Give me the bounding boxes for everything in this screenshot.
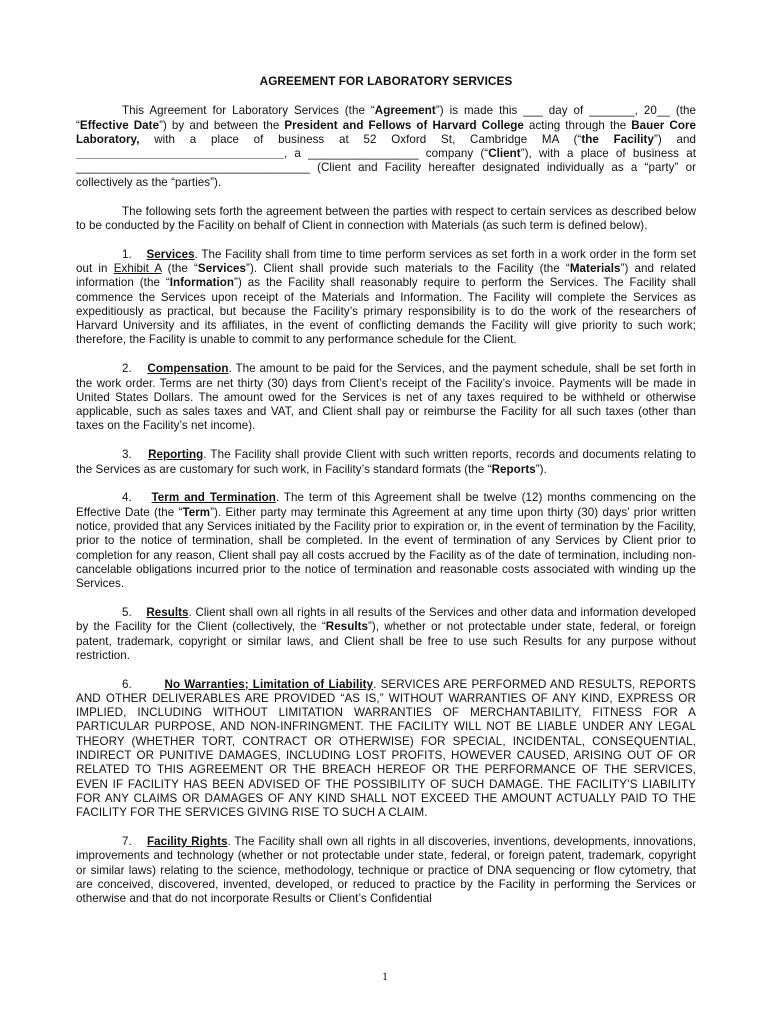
exhibit-a-link[interactable]: Exhibit A	[113, 261, 162, 275]
section-heading-facility-rights: Facility Rights	[147, 835, 228, 849]
defined-term-effective-date: Effective Date	[79, 118, 160, 132]
section-facility-rights	[76, 835, 696, 906]
section-warranties	[76, 678, 696, 821]
section-text: . SERVICES ARE PERFORMED AND RESULTS, REPORTS AND OTHER DELIVERABLES ARE PROVIDED “AS IS,” WITHOUT WARRANTIES OF ANY KIND, EXPRESS OR IMPLIED, INCLUDING WITHOUT LIMITATION WARRANTIES OF MERCHANTABILITY, FITNESS FOR A PARTICULAR PURPOSE, AND NON-INFRINGMENT. THE FACILITY WILL NOT BE LIABLE UNDER ANY LEGAL THEORY (WHETHER TORT, CONTRACT OR OTHERWISE) FOR SPECIAL, INCIDENTAL, CONSEQUENTIAL, INDIRECT OR PUNITIVE DAMAGES, INCLUDING LOST PROFITS, HOWEVER CAUSED, ARISING OUT OF OR RELATED TO THIS AGREEMENT OR THE BREACH HEREOF OR THE PERFORMANCE OF THE SERVICES, EVEN IF FACILITY HAS BEEN ADVISED OF THE POSSIBILITY OF SUCH DAMAGE. THE FACILITY’S LIABILITY FOR ANY CLAIMS OR DAMAGES OF ANY KIND SHALL NOT EXCEED THE AMOUNT ACTUALLY PAID TO THE FACILITY FOR THE SERVICES GIVING RISE TO SUCH A CLAIM.	[76, 677, 696, 820]
section-text: . The Facility shall own all rights in all discoveries, inventions, developments, innovations, improvements and technology (whether or not protectable under state, federal, or foreign patent, trademark, copyright or similar laws) relating to the science, methodology, technique or practice of DNA sequencing or flow cytometry, that are conceived, discovered, invented, developed, or reduced to practice by the Facility in performing the Services or otherwise and that do not incorporate Results or Client’s Confidential	[76, 835, 696, 906]
defined-term-term: Term	[182, 505, 211, 519]
section-text: ”).	[535, 462, 547, 476]
defined-term-information: Information	[169, 276, 235, 290]
section-number: 5.	[122, 605, 132, 619]
preamble-text: ”) and	[653, 132, 696, 146]
section-number: 3.	[122, 448, 132, 462]
section-term-termination	[76, 491, 696, 591]
section-text: . The term of this Agreement shall be twelve (12) months commencing on the Effective Date (the “	[76, 491, 696, 519]
section-text: . Client shall own all rights in all results of the Services and other data and information developed by the Facility for the Client (collectively, the “	[76, 605, 696, 634]
section-text: ”), whether or not protectable under state, federal, or foreign patent, trademark, copyright or similar laws, and Client shall be free to use such Results for any purpose without restriction.	[76, 620, 696, 662]
section-text: ”) as the Facility shall reasonably require to perform the Services. The Facility shall commence the Services upon receipt of the Materials and Information. The Facility will complete the Services as expeditiously as practical, but because the Facility’s primary responsibility is to do the work of the researchers of Harvard University and its affiliates, in the event of conflicting demands the Facility will give priority to such work; therefore, the Facility is unable to commit to any performance schedule for the Client.	[76, 276, 696, 347]
preamble-text: with a place of business at 52 Oxford St, Cambridge MA (“	[139, 132, 582, 146]
section-heading-results: Results	[146, 605, 189, 619]
section-heading-warranties: No Warranties; Limitation of Liability	[164, 677, 374, 691]
page-number: 1	[382, 969, 388, 983]
defined-term-client: Client	[488, 147, 521, 161]
section-compensation	[76, 362, 696, 433]
intro-paragraph: The following sets forth the agreement between the parties with respect to certain services as described below to be conducted by the Facility on behalf of Client in connection with Materials (as such term is defined below).	[76, 204, 696, 232]
defined-term-results: Results	[325, 620, 369, 634]
preamble-text: acting through the	[523, 118, 632, 132]
section-heading-compensation: Compensation	[147, 362, 229, 376]
defined-term-services: Services	[197, 261, 247, 275]
document-title: AGREEMENT FOR LABORATORY SERVICES	[259, 74, 513, 88]
preamble-text: This Agreement for Laboratory Services (the “	[122, 104, 375, 118]
section-number: 4.	[122, 491, 132, 505]
defined-term-agreement: Agreement	[374, 104, 436, 118]
defined-term-reports: Reports	[491, 462, 536, 476]
section-text: ”) and related information (the “	[76, 261, 696, 290]
preamble-paragraph	[76, 104, 696, 190]
party-bauer-core: Bauer Core Laboratory,	[76, 118, 697, 146]
section-heading-reporting: Reporting	[148, 448, 204, 462]
section-number: 7.	[122, 835, 132, 849]
section-services	[76, 248, 696, 348]
section-number: 2.	[122, 362, 132, 376]
section-text: . The Facility shall from time to time perform services as set forth in a work order in the form set out in	[76, 247, 696, 275]
preamble-text: , a _________________ company (“	[283, 147, 489, 161]
section-text: . The amount to be paid for the Services, and the payment schedule, shall be set forth in the work order. Terms are net thirty (30) days from Client’s receipt of the Facility’s invoice. Payments will be made in United States Dollars. The amount owed for the Services is net of any taxes required to be withheld or otherwise applicable, such as sales taxes and VAT, and Client shall pay or reimburse the Facility for all such taxes (other than taxes on the Facility’s net income).	[76, 362, 696, 433]
section-heading-term: Term and Termination	[151, 491, 276, 505]
section-text: ”). Client shall provide such materials to the Facility (the “	[246, 261, 570, 275]
document-body	[76, 74, 696, 921]
defined-term-facility: the Facility	[581, 132, 654, 146]
section-heading-services: Services	[146, 247, 195, 261]
preamble-text: ”) by and between the	[159, 118, 285, 132]
section-results	[76, 606, 696, 663]
section-text: . The Facility shall provide Client with such written reports, records and documents relating to the Services as are customary for such work, in Facility’s standard formats (the “	[76, 448, 696, 476]
section-text: (the “	[161, 261, 198, 275]
section-number: 6.	[122, 677, 132, 691]
preamble-text: ”), with a place of business at ____________________________________ (Client and Facility hereafter designated individually as a “party” or collectively as the “parties”).	[76, 147, 696, 189]
section-number: 1.	[122, 247, 132, 261]
section-text: ”). Either party may terminate this Agreement at any time upon thirty (30) days’ prior written notice, provided that any Services initiated by the Facility prior to expiration or, in the event of termination by the Facility, prior to the notice of termination, shall be completed. In the event of termination of any Services by Client prior to completion for any reason, Client shall pay all costs accrued by the Facility as of the date of termination, including non-cancelable obligations incurred prior to the notice of termination and reasonable costs associated with winding up the Services.	[76, 505, 696, 591]
preamble-text: ”) is made this ___ day of _______, 20__ (the “	[76, 104, 696, 132]
client-name-blank: ________________________________	[76, 147, 284, 161]
section-reporting	[76, 448, 696, 477]
defined-term-materials: Materials	[569, 261, 621, 275]
party-harvard: President and Fellows of Harvard College	[284, 118, 524, 132]
